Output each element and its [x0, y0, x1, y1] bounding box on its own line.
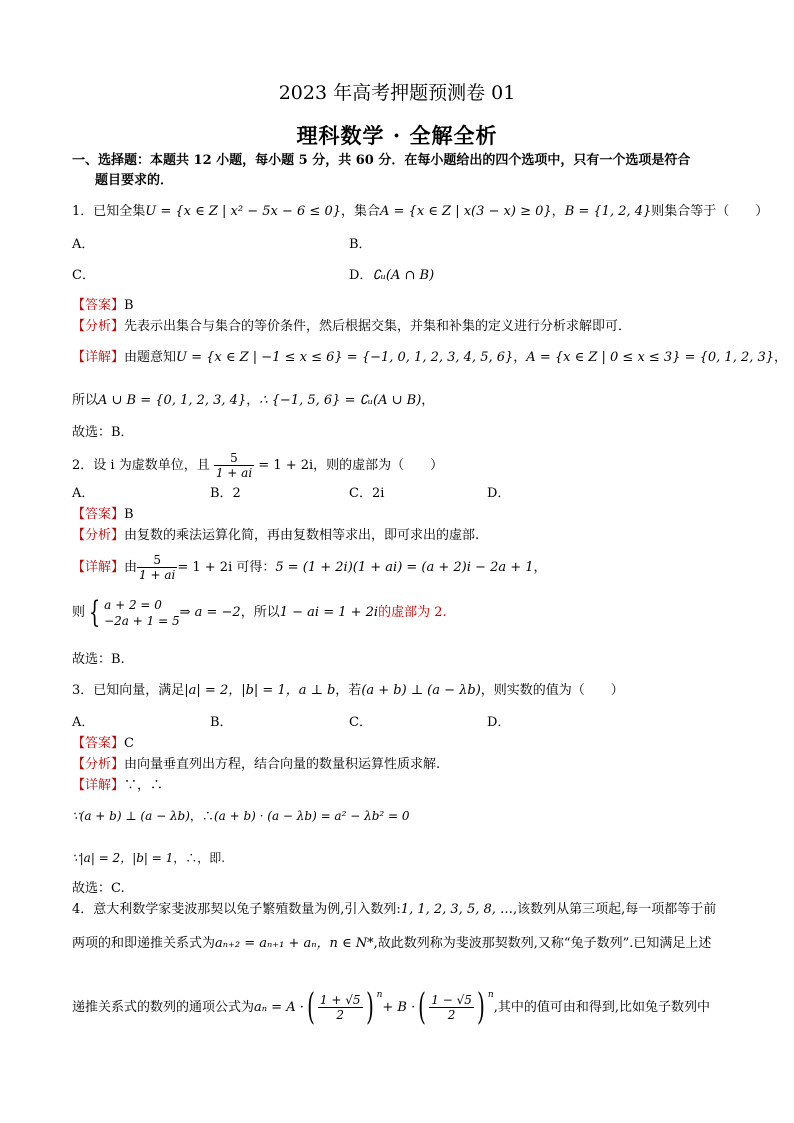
q1-set-A: A = {x ∈ Z | x(3 − x) ≥ 0} [380, 204, 552, 219]
detail-text: 则 [72, 605, 86, 620]
exponent: n [487, 990, 494, 1000]
right-paren: ) [477, 986, 485, 1028]
q3-option-a: A． [72, 715, 95, 730]
q2-stem-text2: = 1 + 2i，则的虚部为（ ） [258, 458, 444, 473]
left-brace: { [88, 595, 101, 630]
detail-math: ∵|a| = 2，|b| = 1 [72, 851, 174, 865]
q1-option-d [349, 267, 434, 285]
q1-set-U: U = {x ∈ Z | x² − 5x − 6 ≤ 0} [145, 204, 341, 219]
q2-conclusion: 故选：B. [72, 652, 125, 667]
q2-option-c: C．2i [349, 486, 385, 501]
fraction-denominator: 2 [447, 1008, 456, 1022]
detail-text: ∵，∴ [124, 778, 164, 793]
detail-math: U = {x ∈ Z | −1 ≤ x ≤ 6} = {−1, 0, 1, 2, 3, 4, 5, 6} [176, 350, 514, 365]
q3-stem-math2: (a + b) ⊥ (a − λb) [361, 683, 481, 698]
q4-fraction-1 [318, 993, 363, 1022]
detail-label: 【详解】 [72, 350, 125, 365]
q3-answer [72, 735, 134, 753]
detail-text: ，所以 [240, 605, 280, 620]
detail-label: 【详解】 [72, 560, 125, 575]
page-title: 2023 年高考押题预测卷 01 [278, 82, 516, 104]
detail-math: 1 − ai = 1 + 2i [279, 605, 379, 620]
q2-detail-line1 [72, 547, 547, 589]
detail-text: 由 [124, 560, 138, 575]
detail-text: ，∴，即. [173, 851, 226, 865]
q2-detail-fraction [137, 553, 177, 582]
q3-stem-text: 3．已知向量，满足 [72, 683, 185, 698]
analysis-label: 【分析】 [72, 757, 125, 772]
q4-text: 递推关系式的数列的通项公式为 [72, 1000, 255, 1015]
q4-text: ,故此数列称为斐波那契数列,又称“兔子数列”.已知满足上述 [373, 936, 712, 951]
page-subtitle: 理科数学 · 全解全析 [296, 123, 498, 148]
detail-text: 所以 [72, 393, 99, 408]
detail-text: ， [246, 393, 260, 408]
detail-text: ， [774, 350, 788, 365]
fraction-denominator: 2 [336, 1008, 345, 1022]
q1-conclusion: 故选：B． [72, 425, 134, 440]
analysis-text: 先表示出集合与集合的等价条件，然后根据交集，并集和补集的定义进行分析求解即可． [124, 319, 632, 334]
answer-label: 【答案】 [72, 736, 125, 751]
q3-conclusion: 故选：C. [72, 881, 125, 896]
q3-detail-line1 [72, 777, 163, 795]
fraction-numerator: 1 + √5 [319, 993, 361, 1007]
q4-text: ,该数列从第三项起,每一项都等于前 [513, 902, 717, 917]
analysis-text: 由复数的乘法运算化简，再由复数相等求出，即可求出的虚部. [124, 528, 480, 543]
answer-value: B [124, 298, 134, 313]
q2-stem [72, 445, 443, 487]
q1-option-d-math: ∁ᵤ(A ∩ B) [372, 268, 435, 283]
detail-math: ∵(a + b) ⊥ (a − λb) [72, 809, 190, 823]
q1-detail-line1 [72, 349, 787, 367]
q3-option-c: C． [349, 715, 372, 730]
q3-detail-line3 [72, 849, 225, 867]
equation-system [104, 597, 179, 629]
detail-text: = 1 + 2i 可得： [177, 560, 276, 575]
q3-option-d: D． [487, 715, 511, 730]
q1-stem-text4: 则集合等于（ ） [651, 204, 769, 219]
q4-math: + B · [382, 1000, 416, 1015]
q1-analysis [72, 318, 631, 336]
q2-stem-text: 2．设 i 为虚数单位，且 [72, 458, 210, 473]
q3-stem-math: |a| = 2，|b| = 1，a ⊥ b [184, 683, 336, 698]
detail-label: 【详解】 [72, 778, 125, 793]
detail-text: ， [421, 393, 435, 408]
left-paren: ( [418, 986, 427, 1028]
q1-option-c: C． [72, 268, 95, 283]
analysis-label: 【分析】 [72, 528, 125, 543]
q3-analysis [72, 756, 440, 774]
answer-value: B [124, 507, 134, 522]
q1-answer [72, 297, 134, 315]
detail-text: ， [533, 560, 547, 575]
q1-option-b: B． [349, 237, 372, 252]
q1-stem-text2: ，集合 [341, 204, 381, 219]
q4-fraction-2 [429, 993, 474, 1022]
exponent: n [376, 990, 383, 1000]
q4-line3 [72, 970, 710, 1033]
detail-math: A ∪ B = {0, 1, 2, 3, 4} [98, 393, 247, 408]
system-eq-1: a + 2 = 0 [104, 598, 162, 612]
q2-fraction [214, 451, 254, 480]
q1-detail-line2 [72, 392, 434, 410]
detail-text: 的虚部为 2. [378, 605, 447, 620]
q1-option-d-label: D． [349, 268, 373, 283]
detail-text: ，∴ [189, 809, 214, 823]
q2-analysis [72, 527, 479, 545]
q3-stem-text3: ，则实数的值为（ ） [480, 683, 624, 698]
left-paren: ( [307, 986, 315, 1028]
fraction-numerator: 5 [214, 451, 254, 466]
fraction-numerator: 5 [137, 553, 177, 568]
fraction-denominator: 1 + ai [139, 568, 176, 582]
analysis-text: 由向量垂直列出方程，结合向量的数量积运算性质求解. [124, 757, 441, 772]
detail-text: ， [513, 350, 527, 365]
analysis-label: 【分析】 [72, 319, 125, 334]
detail-math: (a + b) · (a − λb) = a² − λb² = 0 [213, 809, 410, 823]
section-intro-line1: 一、选择题：本题共 12 小题，每小题 5 分，共 60 分．在每小题给出的四个选项中，只有一个选项是符合 [72, 153, 691, 168]
system-eq-2: −2a + 1 = 5 [104, 614, 180, 628]
answer-label: 【答案】 [72, 507, 125, 522]
q4-text: 4．意大利数学家斐波那契以兔子繁殖数量为例,引入数列: [72, 902, 401, 917]
q2-detail-line2 [72, 597, 447, 629]
q2-option-b: B．2 [210, 486, 241, 501]
q4-line2 [72, 935, 711, 953]
q1-stem-text: 1．已知全集 [72, 204, 146, 219]
q1-stem-text3: ， [551, 204, 565, 219]
q4-text: 两项的和即递推关系式为 [72, 936, 216, 951]
detail-math: ⇒ a = −2 [179, 605, 241, 620]
q3-stem [72, 682, 624, 700]
answer-value: C [124, 736, 134, 751]
q3-stem-text2: ，若 [335, 683, 362, 698]
q4-math: aₙ = A · [254, 1000, 304, 1015]
section-intro-line2: 题目要求的． [95, 173, 174, 188]
q4-text: ,其中的值可由和得到,比如兔子数列中 [493, 1000, 710, 1015]
q2-option-d: D． [487, 486, 511, 501]
q1-set-B: B = {1, 2, 4} [564, 204, 652, 219]
q2-answer [72, 506, 134, 524]
q4-math: aₙ₊₂ = aₙ₊₁ + aₙ，n ∈ N* [215, 936, 374, 951]
right-paren: ) [365, 986, 374, 1028]
section-intro [72, 152, 690, 170]
q1-stem [72, 203, 768, 221]
q1-option-a: A． [72, 237, 95, 252]
answer-label: 【答案】 [72, 298, 125, 313]
q2-option-a: A． [72, 486, 95, 501]
detail-math: A = {x ∈ Z | 0 ≤ x ≤ 3} = {0, 1, 2, 3} [526, 350, 775, 365]
q3-option-b: B． [210, 715, 233, 730]
detail-math: ∴ {−1, 5, 6} = ∁ᵤ(A ∪ B) [259, 393, 422, 408]
detail-math: 5 = (1 + 2i)(1 + ai) = (a + 2)i − 2a + 1 [275, 560, 534, 575]
fraction-numerator: 1 − √5 [431, 993, 472, 1007]
fraction-denominator: 1 + ai [215, 466, 253, 480]
q4-line1 [72, 901, 716, 919]
q4-math: 1, 1, 2, 3, 5, 8, … [400, 902, 514, 917]
detail-text: 由题意知 [124, 350, 177, 365]
q3-detail-line2 [72, 807, 410, 825]
